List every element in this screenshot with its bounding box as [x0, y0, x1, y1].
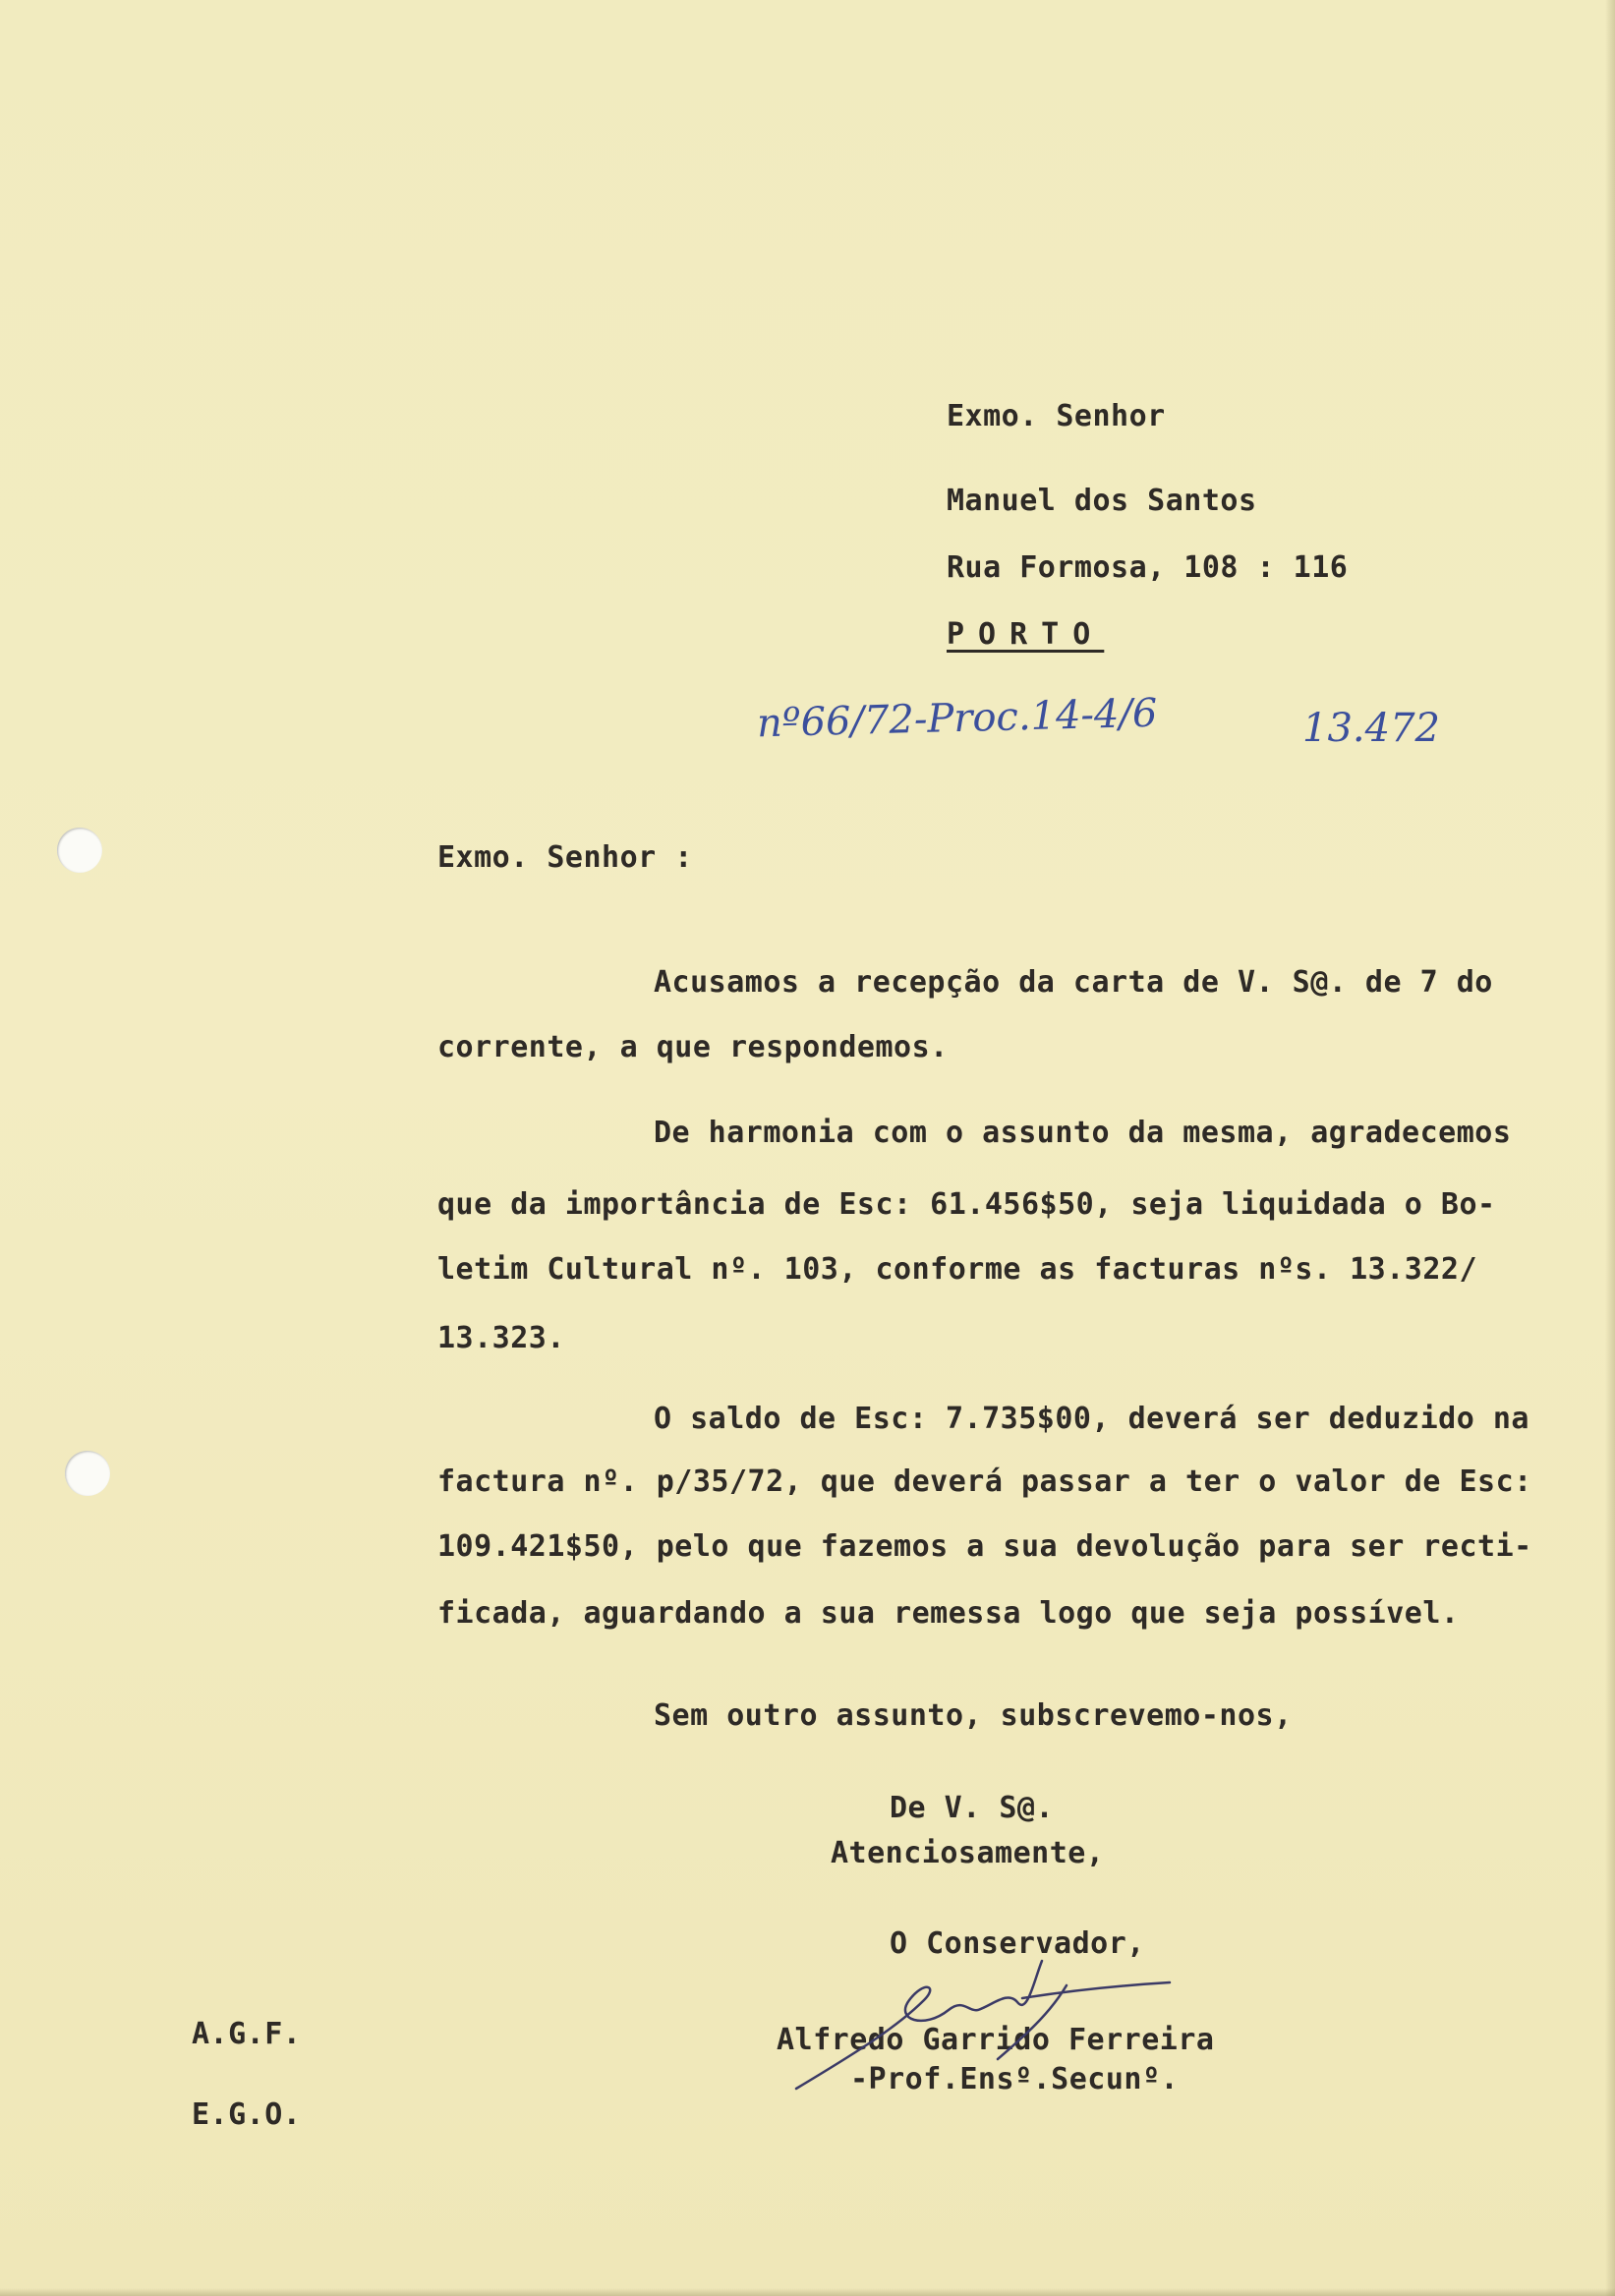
handwritten-number: 13.472	[1302, 706, 1440, 751]
punch-hole-top	[57, 828, 102, 873]
handwritten-signature	[777, 1941, 1189, 2108]
body-line: Acusamos a recepção da carta de V. S@. de 7 do	[654, 965, 1493, 1000]
paper-edge-bottom	[0, 2288, 1615, 2296]
handwritten-reference: nº66/72-Proc.14-4/6	[756, 690, 1158, 747]
address-salutation: Exmo. Senhor	[947, 399, 1166, 433]
body-line: 13.323.	[437, 1321, 565, 1355]
recipient-city: PORTO	[947, 617, 1105, 652]
typist-initials: A.G.F.	[192, 2017, 302, 2051]
signatory-credential: -Prof.Ensº.Secunº.	[850, 2062, 1180, 2096]
closing-regards: Atenciosamente,	[831, 1836, 1105, 1870]
body-line: corrente, a que respondemos.	[437, 1030, 949, 1064]
body-line: letim Cultural nº. 103, conforme as facturas nºs. 13.322/	[437, 1252, 1478, 1287]
recipient-name: Manuel dos Santos	[947, 484, 1257, 518]
body-line: Sem outro assunto, subscrevemo-nos,	[654, 1698, 1293, 1733]
body-line: que da importância de Esc: 61.456$50, seja liquidada o Bo-	[437, 1187, 1496, 1222]
signatory-title: O Conservador,	[890, 1926, 1145, 1961]
body-line: ficada, aguardando a sua remessa logo que seja possível.	[437, 1596, 1460, 1631]
body-line: De harmonia com o assunto da mesma, agradecemos	[654, 1116, 1512, 1150]
body-line: factura nº. p/35/72, que deverá passar a ter o valor de Esc:	[437, 1464, 1532, 1499]
signatory-name: Alfredo Garrido Ferreira	[777, 2023, 1215, 2057]
body-line: 109.421$50, pelo que fazemos a sua devolução para ser recti-	[437, 1529, 1532, 1564]
greeting: Exmo. Senhor :	[437, 840, 693, 875]
paper-edge-right	[1605, 0, 1615, 2296]
punch-hole-bottom	[65, 1451, 110, 1496]
typist-initials: E.G.O.	[192, 2097, 302, 2132]
body-line: O saldo de Esc: 7.735$00, deverá ser deduzido na	[654, 1402, 1529, 1436]
closing-formula: De V. S@.	[890, 1791, 1055, 1825]
recipient-street: Rua Formosa, 108 : 116	[947, 550, 1349, 585]
